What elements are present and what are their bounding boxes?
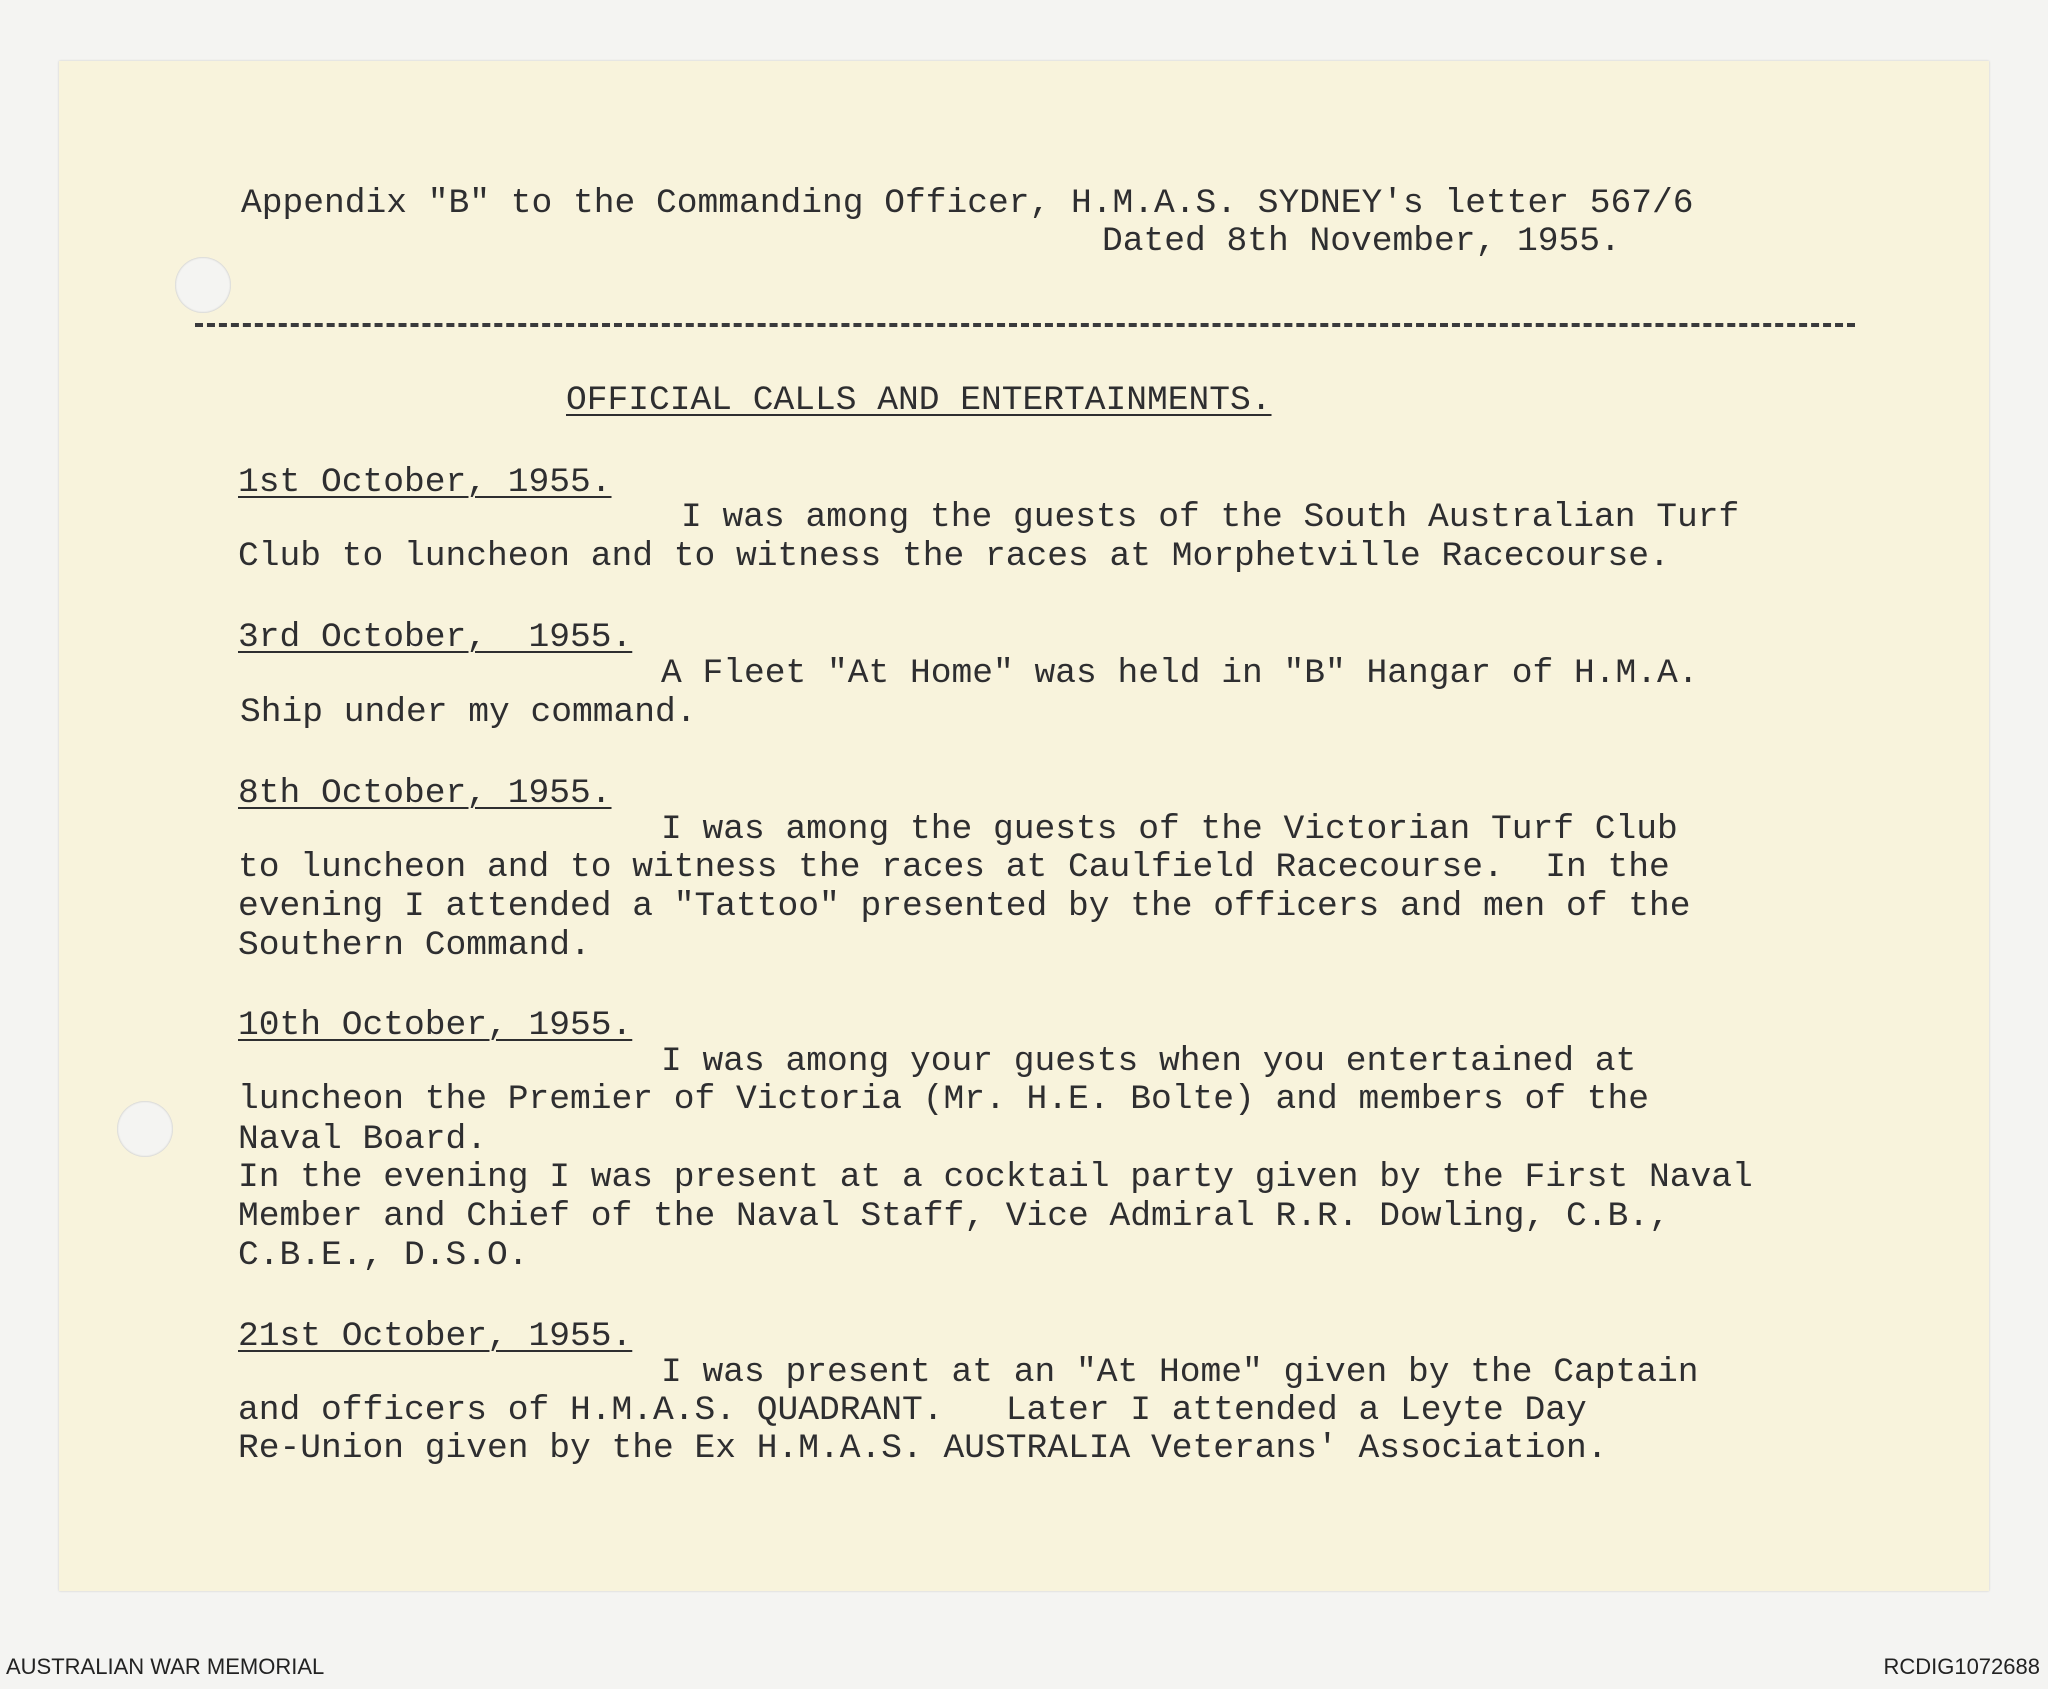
entry-line: evening I attended a "Tattoo" presented by the officers and men of the: [238, 887, 1691, 926]
entry-line: Naval Board.: [238, 1120, 488, 1159]
entry-line: I was among the guests of the Victorian Turf Club: [661, 810, 1678, 849]
entry-line: Club to luncheon and to witness the races at Morphetville Racecourse.: [238, 537, 1670, 576]
entry-line: A Fleet "At Home" was held in "B" Hangar of H.M.A.: [661, 654, 1699, 693]
dashed-separator: [195, 323, 1855, 327]
footer-archive-name: AUSTRALIAN WAR MEMORIAL: [6, 1654, 325, 1679]
entry-date: 3rd October, 1955.: [238, 618, 633, 657]
punch-hole-bottom: [117, 1101, 173, 1157]
entry-line: luncheon the Premier of Victoria (Mr. H.E. Bolte) and members of the: [238, 1080, 1650, 1119]
entry-line: In the evening I was present at a cocktail party given by the First Naval: [238, 1158, 1753, 1197]
entry-line: I was among the guests of the South Australian Turf: [681, 498, 1740, 537]
header-line-1: Appendix "B" to the Commanding Officer, H.M.A.S. SYDNEY's letter 567/6: [241, 184, 1694, 223]
header-line-2: Dated 8th November, 1955.: [1102, 222, 1621, 261]
entry-date: 1st October, 1955.: [238, 463, 612, 502]
entry-date: 10th October, 1955.: [238, 1006, 633, 1045]
footer-record-id: RCDIG1072688: [1883, 1654, 2040, 1679]
entry-line: I was among your guests when you entertained at: [661, 1042, 1637, 1081]
document-title: OFFICIAL CALLS AND ENTERTAINMENTS.: [566, 381, 1272, 420]
entry-date: 8th October, 1955.: [238, 774, 612, 813]
punch-hole-top: [175, 257, 231, 313]
entry-line: and officers of H.M.A.S. QUADRANT. Later I attended a Leyte Day: [238, 1391, 1587, 1430]
entry-line: Re-Union given by the Ex H.M.A.S. AUSTRALIA Veterans' Association.: [238, 1429, 1608, 1468]
entry-line: I was present at an "At Home" given by the Captain: [661, 1353, 1699, 1392]
entry-line: to luncheon and to witness the races at Caulfield Racecourse. In the: [238, 848, 1670, 887]
entry-date: 21st October, 1955.: [238, 1317, 633, 1356]
entry-line: C.B.E., D.S.O.: [238, 1236, 529, 1275]
entry-line: Southern Command.: [238, 926, 591, 965]
entry-line: Ship under my command.: [240, 693, 697, 732]
entry-line: Member and Chief of the Naval Staff, Vice Admiral R.R. Dowling, C.B.,: [238, 1197, 1670, 1236]
